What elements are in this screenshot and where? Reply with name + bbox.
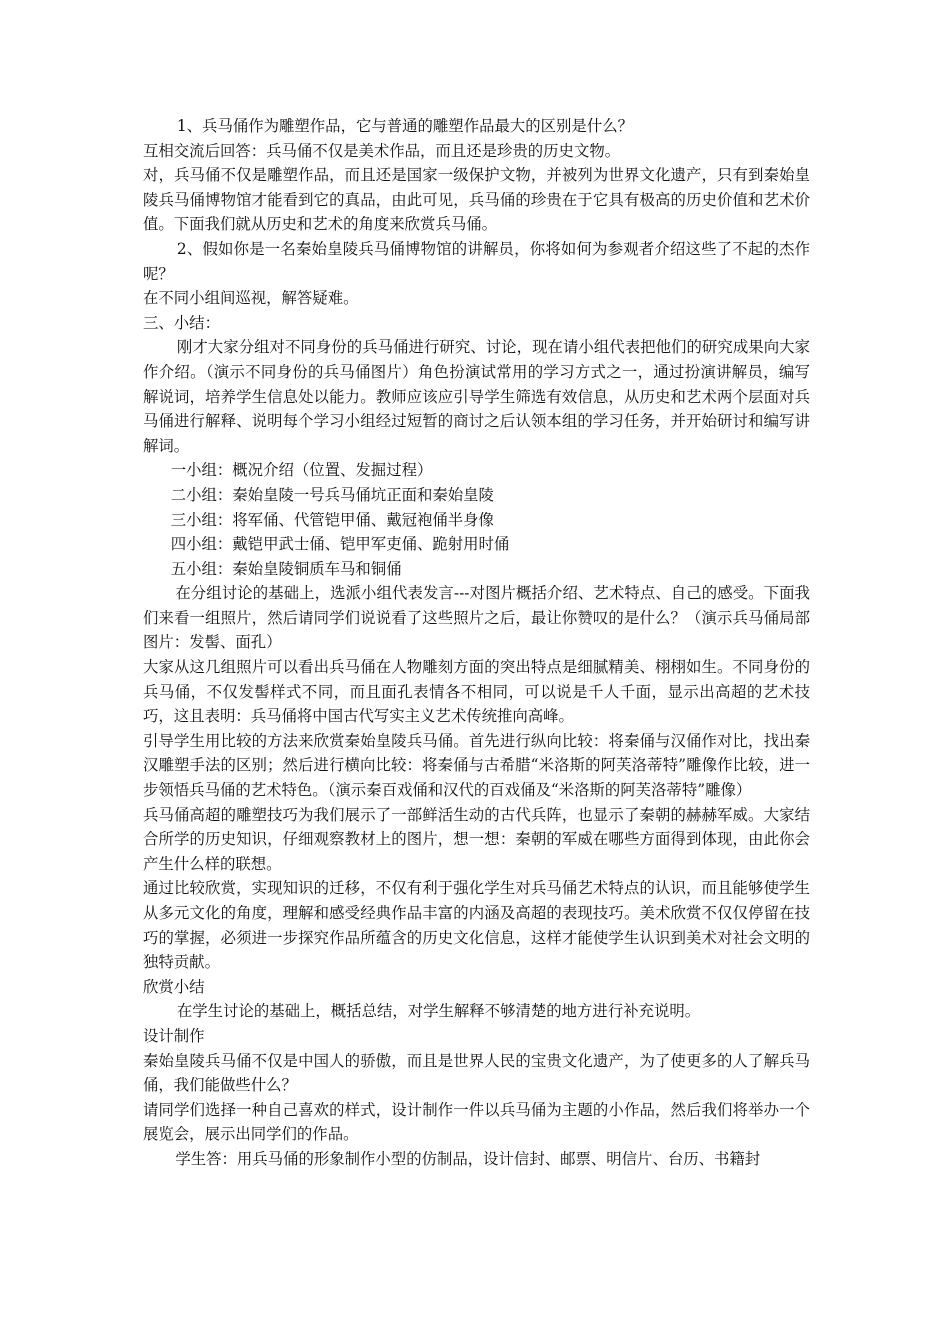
paragraph-discussion: 在分组讨论的基础上，选派小组代表发言---对图片概括介绍、艺术特点、自己的感受。下面我们来看一组照片，然后请同学们说说看了这些照片之后，最让你赞叹的是什么？（演示兵马俑局部图片：发髻、面孔） [143,584,810,652]
paragraph-design-question: 秦始皇陵兵马俑不仅是中国人的骄傲，而且是世界人民的宝贵文化遗产，为了使更多的人了解兵马俑，我们能做些什么？ [143,1051,810,1095]
document-body [143,114,810,1172]
list-item-group-1: 一小组：概况介绍（位置、发掘过程） [170,461,433,480]
paragraph-question-1: 1、兵马俑作为雕塑作品，它与普通的雕塑作品最大的区别是什么？ [176,117,633,135]
paragraph-explanation-1: 对，兵马俑不仅是雕塑作品，而且还是国家一级保护文物，并被列为世界文化遗产，只有到秦始皇陵兵马俑博物馆才能看到它的真品，由此可见，兵马俑的珍贵在于它具有极高的历史价值和艺术价值。下面我们就从历史和艺术的角度来欣赏兵马俑。 [143,166,810,234]
paragraph-answer-1: 互相交流后回答：兵马俑不仅是美术作品，而且还是珍贵的历史文物。 [143,141,621,160]
paragraph-summary-detail: 在学生讨论的基础上，概括总结，对学生解释不够清楚的地方进行补充说明。 [176,1002,701,1021]
paragraph-student-answer: 学生答：用兵马俑的形象制作小型的仿制品，设计信封、邮票、明信片、台历、书籍封 [175,1149,761,1168]
paragraph-photo-observation: 大家从这几组照片可以看出兵马俑在人物雕刻方面的突出特点是细腻精美、栩栩如生。不同身份的兵马俑，不仅发髻样式不同，而且面孔表情各不相同，可以说是千人千面，显示出高超的艺术技巧，这且表明：兵马俑将中国古代写实主义艺术传统推向高峰。 [143,658,810,726]
paragraph-design-task: 请同学们选择一种自己喜欢的样式，设计制作一件以兵马俑为主题的小作品，然后我们将举办一个展览会，展示出同学们的作品。 [143,1100,810,1144]
paragraph-patrol: 在不同小组间巡视，解答疑难。 [143,289,359,308]
section-heading-summary: 三、小结： [143,313,220,332]
paragraph-knowledge-transfer: 通过比较欣赏，实现知识的迁移，不仅有利于强化学生对兵马俑艺术特点的认识，而且能够使学生从多元文化的角度，理解和感受经典作品丰富的内涵及高超的表现技巧。美术欣赏不仅仅停留在技巧的掌握，必须进一步探究作品所蕴含的历史文化信息，这样才能使学生认识到美术对社会文明的独特贡献。 [143,879,810,972]
paragraph-question-2: 2、假如你是一名秦始皇陵兵马俑博物馆的讲解员，你将如何为参观者介绍这些了不起的杰作呢？ [143,239,810,283]
paragraph-comparison: 引导学生用比较的方法来欣赏秦始皇陵兵马俑。首先进行纵向比较：将秦俑与汉俑作对比，找出秦汉雕塑手法的区别；然后进行横向比较：将秦俑与古希腊“米洛斯的阿芙洛蒂特”雕像作比较，进一步领悟兵马俑的艺术特色。（演示秦百戏俑和汉代的百戏俑及“米洛斯的阿芙洛蒂特”雕像） [143,731,810,800]
list-item-group-2: 二小组：秦始皇陵一号兵马俑坑正面和秦始皇陵 [170,485,494,504]
section-heading-design: 设计制作 [143,1026,205,1045]
list-item-group-5: 五小组：秦始皇陵铜质车马和铜俑 [170,559,402,578]
paragraph-military-power: 兵马俑高超的雕塑技巧为我们展示了一部鲜活生动的古代兵阵，也显示了秦朝的赫赫军威。大家结合所学的历史知识，仔细观察教材上的图片，想一想：秦朝的军威在哪些方面得到体现，由此你会产生什么样的联想。 [143,805,810,873]
paragraph-group-intro: 刚才大家分组对不同身份的兵马俑进行研究、讨论，现在请小组代表把他们的研究成果向大家作介绍。（演示不同身份的兵马俑图片）角色扮演试常用的学习方式之一，通过扮演讲解员，编写解说词，培养学生信息处以能力。教师应该应引导学生筛选有效信息，从历史和艺术两个层面对兵马俑进行解释、说明每个学习小组经过短暂的商讨之后认领本组的学习任务，并开始研讨和编写讲解词。 [143,338,810,455]
section-heading-appreciation-summary: 欣赏小结 [143,977,205,996]
list-item-group-4: 四小组：戴铠甲武士俑、铠甲军吏俑、跪射用时俑 [170,535,510,554]
list-item-group-3: 三小组：将军俑、代管铠甲俑、戴冠袍俑半身像 [170,510,494,529]
